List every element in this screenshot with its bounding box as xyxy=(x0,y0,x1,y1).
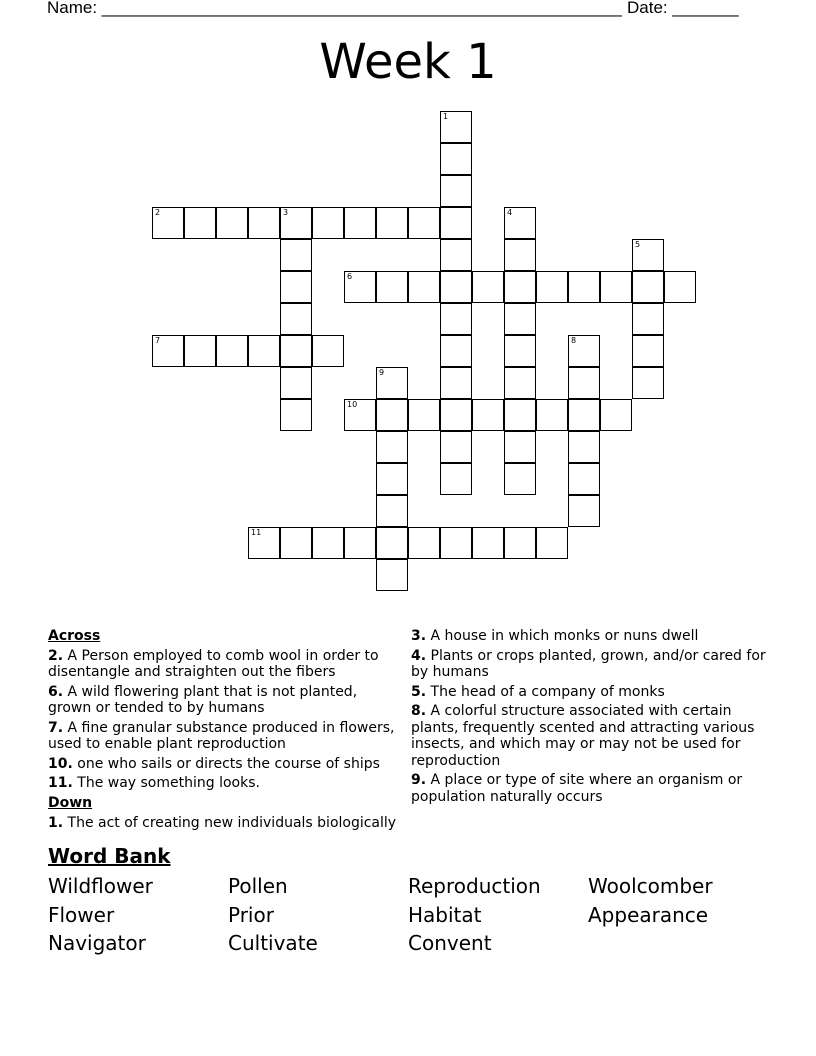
clue-item xyxy=(411,703,781,769)
word-bank-title: Word Bank xyxy=(48,844,171,868)
clue-number: 3 xyxy=(283,208,289,217)
clue-number: 2 xyxy=(155,208,161,217)
crossword-cell[interactable] xyxy=(504,207,536,239)
crossword-cell[interactable] xyxy=(408,399,440,431)
clue-item xyxy=(48,756,400,773)
crossword-cell[interactable] xyxy=(376,207,408,239)
clue-item-number: 3. xyxy=(411,628,427,644)
crossword-cell[interactable] xyxy=(504,271,536,303)
crossword-cell[interactable] xyxy=(280,207,312,239)
clue-number: 5 xyxy=(635,240,641,249)
crossword-cell[interactable] xyxy=(440,399,472,431)
clue-item-number: 9. xyxy=(411,772,427,788)
down-clue-list-right xyxy=(411,628,781,805)
crossword-cell[interactable] xyxy=(664,271,696,303)
clue-item xyxy=(48,648,400,681)
word-bank-word: Habitat xyxy=(408,903,482,927)
crossword-cell[interactable] xyxy=(440,143,472,175)
crossword-cell[interactable] xyxy=(536,399,568,431)
clue-item-text: A house in which monks or nuns dwell xyxy=(426,628,699,644)
word-bank-word: Prior xyxy=(228,903,274,927)
word-bank-word: Appearance xyxy=(588,903,709,927)
page-title: Week 1 xyxy=(319,34,497,90)
crossword-cell[interactable] xyxy=(440,111,472,143)
crossword-cell[interactable] xyxy=(632,335,664,367)
clue-item-text: The act of creating new individuals biologically xyxy=(63,815,397,831)
crossword-cell[interactable] xyxy=(280,271,312,303)
clue-item-text: one who sails or directs the course of ships xyxy=(72,755,380,772)
crossword-cell[interactable] xyxy=(376,463,408,495)
crossword-cell[interactable] xyxy=(344,207,376,239)
crossword-cell[interactable] xyxy=(504,431,536,463)
crossword-cell[interactable] xyxy=(440,463,472,495)
crossword-cell[interactable] xyxy=(440,527,472,559)
crossword-cell[interactable] xyxy=(568,399,600,431)
crossword-cell[interactable] xyxy=(472,527,504,559)
crossword-cell[interactable] xyxy=(184,335,216,367)
clue-item-text: A wild flowering plant that is not planted, grown or tended to by humans xyxy=(48,683,358,716)
clue-number: 1 xyxy=(443,112,449,121)
crossword-cell[interactable] xyxy=(408,271,440,303)
clue-item-text: The way something looks. xyxy=(72,775,260,791)
clues-right-column xyxy=(411,628,781,808)
crossword-cell[interactable] xyxy=(440,367,472,399)
clue-item-text: A fine granular substance produced in flowers, used to enable plant reproduction xyxy=(48,719,395,752)
crossword-cell[interactable] xyxy=(504,335,536,367)
crossword-cell[interactable] xyxy=(472,399,504,431)
across-clue-list xyxy=(48,648,400,792)
clue-item xyxy=(48,815,400,832)
clue-item xyxy=(48,720,400,753)
down-clue-list-left xyxy=(48,815,400,832)
crossword-cell[interactable] xyxy=(216,207,248,239)
crossword-cell[interactable] xyxy=(504,367,536,399)
clue-number: 8 xyxy=(571,336,577,345)
word-bank-word: Pollen xyxy=(228,874,288,898)
clue-item-number: 8. xyxy=(411,703,427,719)
crossword-cell[interactable] xyxy=(440,175,472,207)
crossword-cell[interactable] xyxy=(376,367,408,399)
clue-item xyxy=(411,684,781,701)
crossword-cell[interactable] xyxy=(280,367,312,399)
crossword-cell[interactable] xyxy=(440,207,472,239)
crossword-cell[interactable] xyxy=(280,527,312,559)
crossword-cell[interactable] xyxy=(504,399,536,431)
clue-item xyxy=(48,775,400,792)
crossword-cell[interactable] xyxy=(248,527,280,559)
clue-item-number: 2. xyxy=(48,647,64,664)
crossword-cell[interactable] xyxy=(312,527,344,559)
crossword-cell[interactable] xyxy=(344,271,376,303)
crossword-cell[interactable] xyxy=(440,271,472,303)
down-heading: Down xyxy=(48,794,93,811)
clue-item-text: A colorful structure associated with certain plants, frequently scented and attracting various insects, and which may or may not be used for reproduction xyxy=(411,703,755,769)
crossword-cell[interactable] xyxy=(280,335,312,367)
crossword-cell[interactable] xyxy=(632,303,664,335)
word-bank-word: Convent xyxy=(408,931,492,955)
clue-item-text: Plants or crops planted, grown, and/or cared for by humans xyxy=(411,647,766,680)
clue-item xyxy=(411,648,781,681)
across-heading: Across xyxy=(48,628,101,644)
crossword-cell[interactable] xyxy=(152,207,184,239)
crossword-cell[interactable] xyxy=(376,271,408,303)
word-bank-word: Wildflower xyxy=(48,874,153,898)
word-bank-word: Reproduction xyxy=(408,874,541,898)
crossword-cell[interactable] xyxy=(472,271,504,303)
clue-item-text: The head of a company of monks xyxy=(426,683,665,700)
crossword-cell[interactable] xyxy=(184,207,216,239)
clue-number: 9 xyxy=(379,368,385,377)
clue-number: 4 xyxy=(507,208,513,217)
clue-item-number: 10. xyxy=(48,755,73,772)
crossword-cell[interactable] xyxy=(408,527,440,559)
crossword-cell[interactable] xyxy=(600,399,632,431)
crossword-cell[interactable] xyxy=(248,207,280,239)
crossword-cell[interactable] xyxy=(568,463,600,495)
crossword-cell[interactable] xyxy=(248,335,280,367)
date-field-label: Date: _______ xyxy=(627,0,739,17)
crossword-cell[interactable] xyxy=(536,271,568,303)
crossword-cell[interactable] xyxy=(632,367,664,399)
crossword-cell[interactable] xyxy=(408,207,440,239)
clue-item-text: A place or type of site where an organism or population naturally occurs xyxy=(411,772,743,805)
word-bank-word: Flower xyxy=(48,903,115,927)
clues-left-column xyxy=(48,628,400,835)
crossword-cell[interactable] xyxy=(216,335,248,367)
clue-number: 7 xyxy=(155,336,161,345)
crossword-cell[interactable] xyxy=(376,559,408,591)
crossword-cell[interactable] xyxy=(568,335,600,367)
clue-number: 10 xyxy=(347,400,358,409)
clue-number: 11 xyxy=(251,528,262,537)
clue-item-text: A Person employed to comb wool in order to disentangle and straighten out the fibers xyxy=(48,647,379,680)
word-bank-word: Woolcomber xyxy=(588,874,713,898)
clue-item-number: 4. xyxy=(411,647,427,664)
crossword-cell[interactable] xyxy=(280,239,312,271)
crossword-cell[interactable] xyxy=(152,335,184,367)
clue-item xyxy=(411,628,781,645)
clue-item-number: 1. xyxy=(48,815,64,831)
crossword-cell[interactable] xyxy=(568,367,600,399)
word-bank-word: Cultivate xyxy=(228,931,318,955)
crossword-cell[interactable] xyxy=(568,495,600,527)
crossword-cell[interactable] xyxy=(568,271,600,303)
clue-item xyxy=(411,772,781,805)
crossword-cell[interactable] xyxy=(504,463,536,495)
crossword-cell[interactable] xyxy=(376,399,408,431)
crossword-cell[interactable] xyxy=(440,303,472,335)
clue-item-number: 7. xyxy=(48,719,64,736)
clue-number: 6 xyxy=(347,272,353,281)
word-bank-word: Navigator xyxy=(48,931,146,955)
clue-item xyxy=(48,684,400,717)
crossword-cell[interactable] xyxy=(344,399,376,431)
name-field-label: Name: _______________________________________________________ xyxy=(47,0,622,17)
crossword-cell[interactable] xyxy=(312,207,344,239)
crossword-cell[interactable] xyxy=(376,431,408,463)
crossword-cell[interactable] xyxy=(536,527,568,559)
crossword-cell[interactable] xyxy=(504,239,536,271)
crossword-cell[interactable] xyxy=(376,527,408,559)
crossword-cell[interactable] xyxy=(344,527,376,559)
crossword-cell[interactable] xyxy=(600,271,632,303)
crossword-cell[interactable] xyxy=(312,335,344,367)
crossword-cell[interactable] xyxy=(632,271,664,303)
crossword-cell[interactable] xyxy=(280,303,312,335)
clue-item-number: 6. xyxy=(48,683,64,700)
crossword-cell[interactable] xyxy=(504,303,536,335)
crossword-cell[interactable] xyxy=(440,335,472,367)
crossword-cell[interactable] xyxy=(632,239,664,271)
crossword-cell[interactable] xyxy=(440,431,472,463)
clue-item-number: 11. xyxy=(48,775,73,791)
crossword-cell[interactable] xyxy=(280,399,312,431)
crossword-cell[interactable] xyxy=(376,495,408,527)
crossword-cell[interactable] xyxy=(504,527,536,559)
crossword-cell[interactable] xyxy=(440,239,472,271)
crossword-cell[interactable] xyxy=(568,431,600,463)
clue-item-number: 5. xyxy=(411,683,427,700)
